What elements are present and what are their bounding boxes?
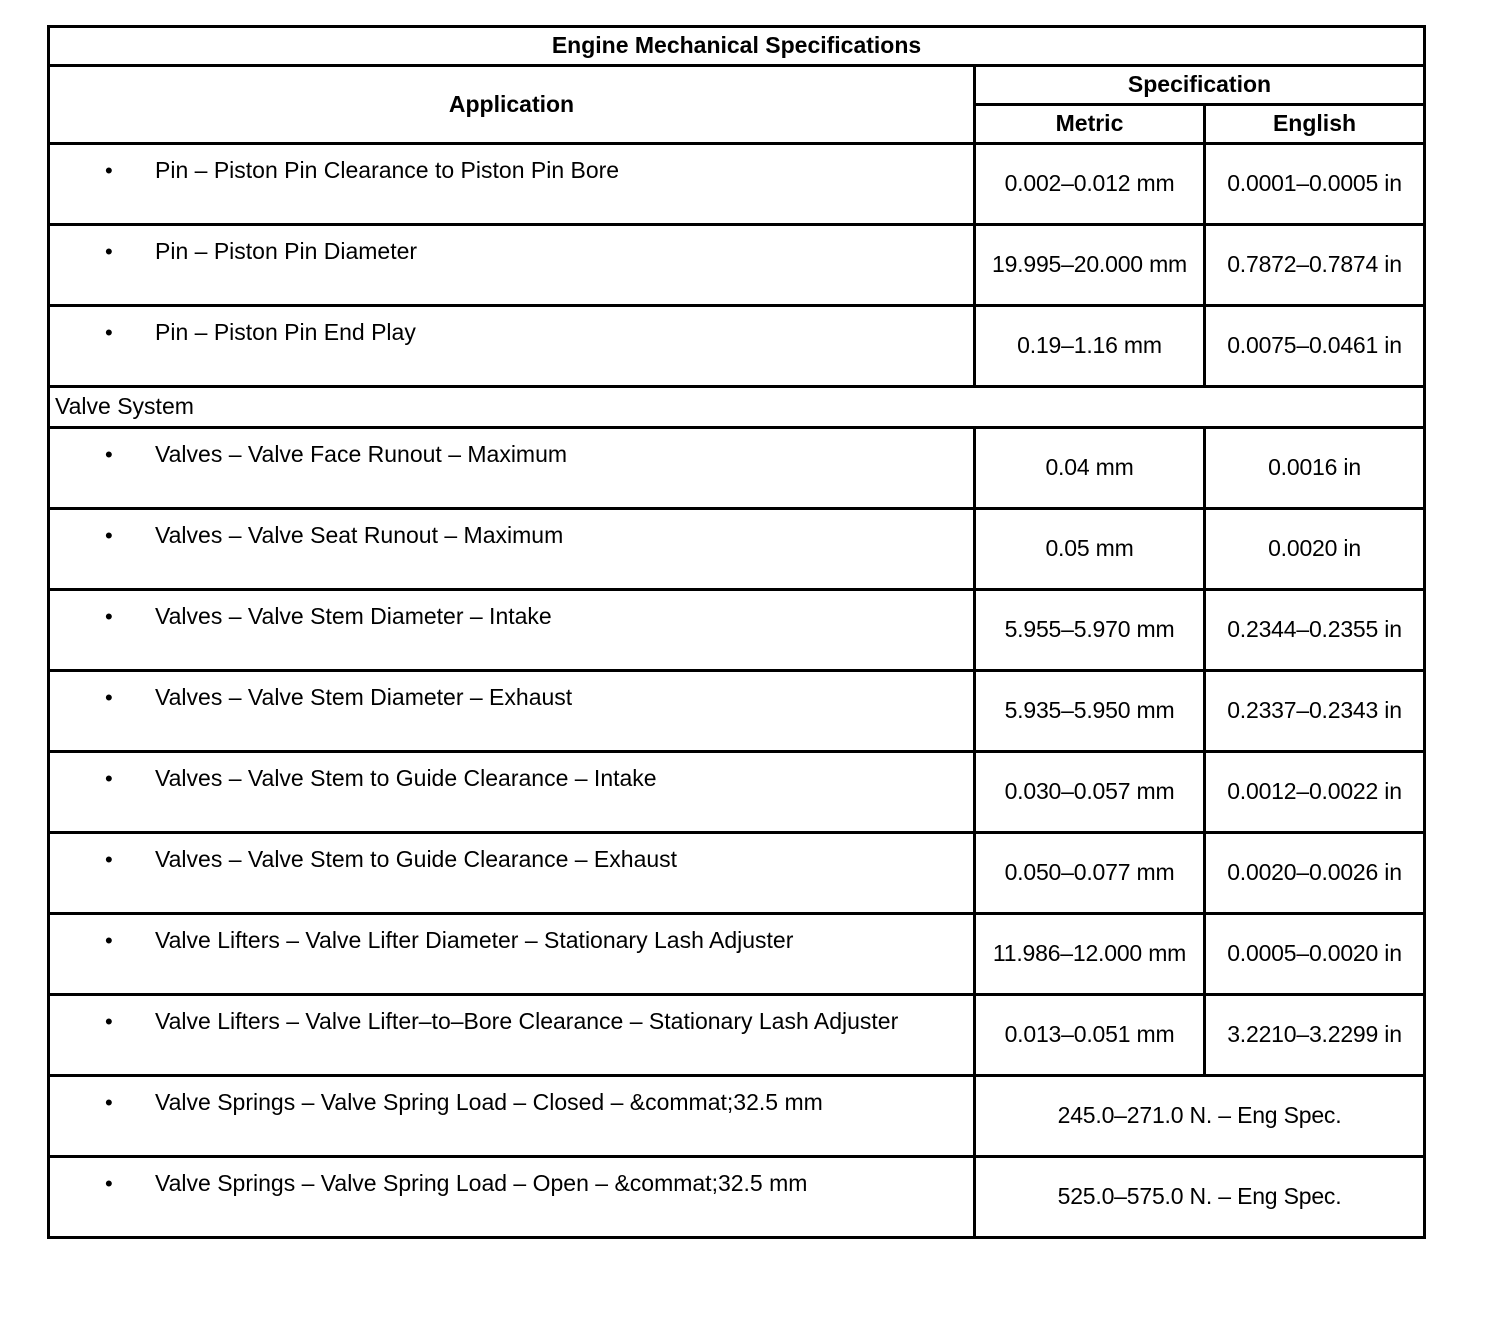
application-cell — [49, 1076, 975, 1157]
metric-value: 19.995–20.000 mm — [975, 225, 1205, 306]
application-cell — [49, 509, 975, 590]
metric-value: 5.955–5.970 mm — [975, 590, 1205, 671]
table-row — [49, 995, 1425, 1076]
english-value: 0.0075–0.0461 in — [1205, 306, 1425, 387]
application-text: Valves – Valve Seat Runout – Maximum — [155, 522, 564, 548]
table-row — [49, 225, 1425, 306]
spec-value: 245.0–271.0 N. – Eng Spec. — [975, 1076, 1425, 1157]
header-english: English — [1205, 105, 1425, 144]
application-cell — [49, 833, 975, 914]
title-row — [49, 27, 1425, 66]
bullet-icon: • — [105, 685, 113, 710]
english-value: 3.2210–3.2299 in — [1205, 995, 1425, 1076]
section-row — [49, 387, 1425, 428]
table-row — [49, 509, 1425, 590]
bullet-icon: • — [105, 928, 113, 953]
application-text: Valve Springs – Valve Spring Load – Closed – &commat;32.5 mm — [155, 1089, 823, 1115]
english-value: 0.7872–0.7874 in — [1205, 225, 1425, 306]
bullet-icon: • — [105, 320, 113, 345]
bullet-icon: • — [105, 523, 113, 548]
engine-spec-table — [47, 25, 1426, 1239]
header-metric: Metric — [975, 105, 1205, 144]
english-value: 0.0005–0.0020 in — [1205, 914, 1425, 995]
application-cell — [49, 306, 975, 387]
bullet-icon: • — [105, 158, 113, 183]
metric-value: 0.050–0.077 mm — [975, 833, 1205, 914]
english-value: 0.0016 in — [1205, 428, 1425, 509]
table-row — [49, 1157, 1425, 1238]
valve-springs-group — [49, 1076, 1425, 1238]
application-text: Valves – Valve Stem Diameter – Intake — [155, 603, 552, 629]
application-text: Valve Lifters – Valve Lifter Diameter – Stationary Lash Adjuster — [155, 927, 794, 953]
application-cell — [49, 428, 975, 509]
application-text: Pin – Piston Pin Clearance to Piston Pin Bore — [155, 157, 620, 183]
application-text: Valves – Valve Stem Diameter – Exhaust — [155, 684, 573, 710]
header-specification: Specification — [975, 66, 1425, 105]
english-value: 0.0020–0.0026 in — [1205, 833, 1425, 914]
application-text: Valve Springs – Valve Spring Load – Open – &commat;32.5 mm — [155, 1170, 808, 1196]
application-text: Pin – Piston Pin Diameter — [155, 238, 418, 264]
bullet-icon: • — [105, 1009, 113, 1034]
metric-value: 11.986–12.000 mm — [975, 914, 1205, 995]
table-row — [49, 833, 1425, 914]
valve-system-group — [49, 428, 1425, 1076]
table-row — [49, 428, 1425, 509]
application-cell — [49, 590, 975, 671]
bullet-icon: • — [105, 847, 113, 872]
bullet-icon: • — [105, 442, 113, 467]
table-row — [49, 752, 1425, 833]
table-row — [49, 144, 1425, 225]
table-row — [49, 1076, 1425, 1157]
application-cell — [49, 144, 975, 225]
application-text: Pin – Piston Pin End Play — [155, 319, 416, 345]
metric-value: 0.002–0.012 mm — [975, 144, 1205, 225]
metric-value: 0.19–1.16 mm — [975, 306, 1205, 387]
piston-pin-group — [49, 144, 1425, 387]
application-text: Valves – Valve Face Runout – Maximum — [155, 441, 568, 467]
english-value: 0.0020 in — [1205, 509, 1425, 590]
english-value: 0.0012–0.0022 in — [1205, 752, 1425, 833]
application-text: Valves – Valve Stem to Guide Clearance – Intake — [155, 765, 657, 791]
bullet-icon: • — [105, 766, 113, 791]
table-row — [49, 306, 1425, 387]
bullet-icon: • — [105, 1090, 113, 1115]
table-row — [49, 671, 1425, 752]
application-cell — [49, 1157, 975, 1238]
section-valve-system: Valve System — [49, 387, 1425, 428]
metric-value: 5.935–5.950 mm — [975, 671, 1205, 752]
bullet-icon: • — [105, 239, 113, 264]
application-cell — [49, 671, 975, 752]
application-cell — [49, 914, 975, 995]
english-value: 0.2337–0.2343 in — [1205, 671, 1425, 752]
application-cell — [49, 752, 975, 833]
bullet-icon: • — [105, 604, 113, 629]
table-row — [49, 914, 1425, 995]
application-text: Valves – Valve Stem to Guide Clearance – Exhaust — [155, 846, 678, 872]
metric-value: 0.013–0.051 mm — [975, 995, 1205, 1076]
table-row — [49, 590, 1425, 671]
metric-value: 0.04 mm — [975, 428, 1205, 509]
header-row-1 — [49, 66, 1425, 105]
table-title: Engine Mechanical Specifications — [49, 27, 1425, 66]
english-value: 0.2344–0.2355 in — [1205, 590, 1425, 671]
header-application: Application — [49, 66, 975, 144]
metric-value: 0.030–0.057 mm — [975, 752, 1205, 833]
bullet-icon: • — [105, 1171, 113, 1196]
application-text: Valve Lifters – Valve Lifter–to–Bore Clearance – Stationary Lash Adjuster — [155, 1008, 899, 1034]
english-value: 0.0001–0.0005 in — [1205, 144, 1425, 225]
spec-value: 525.0–575.0 N. – Eng Spec. — [975, 1157, 1425, 1238]
metric-value: 0.05 mm — [975, 509, 1205, 590]
application-cell — [49, 995, 975, 1076]
application-cell — [49, 225, 975, 306]
